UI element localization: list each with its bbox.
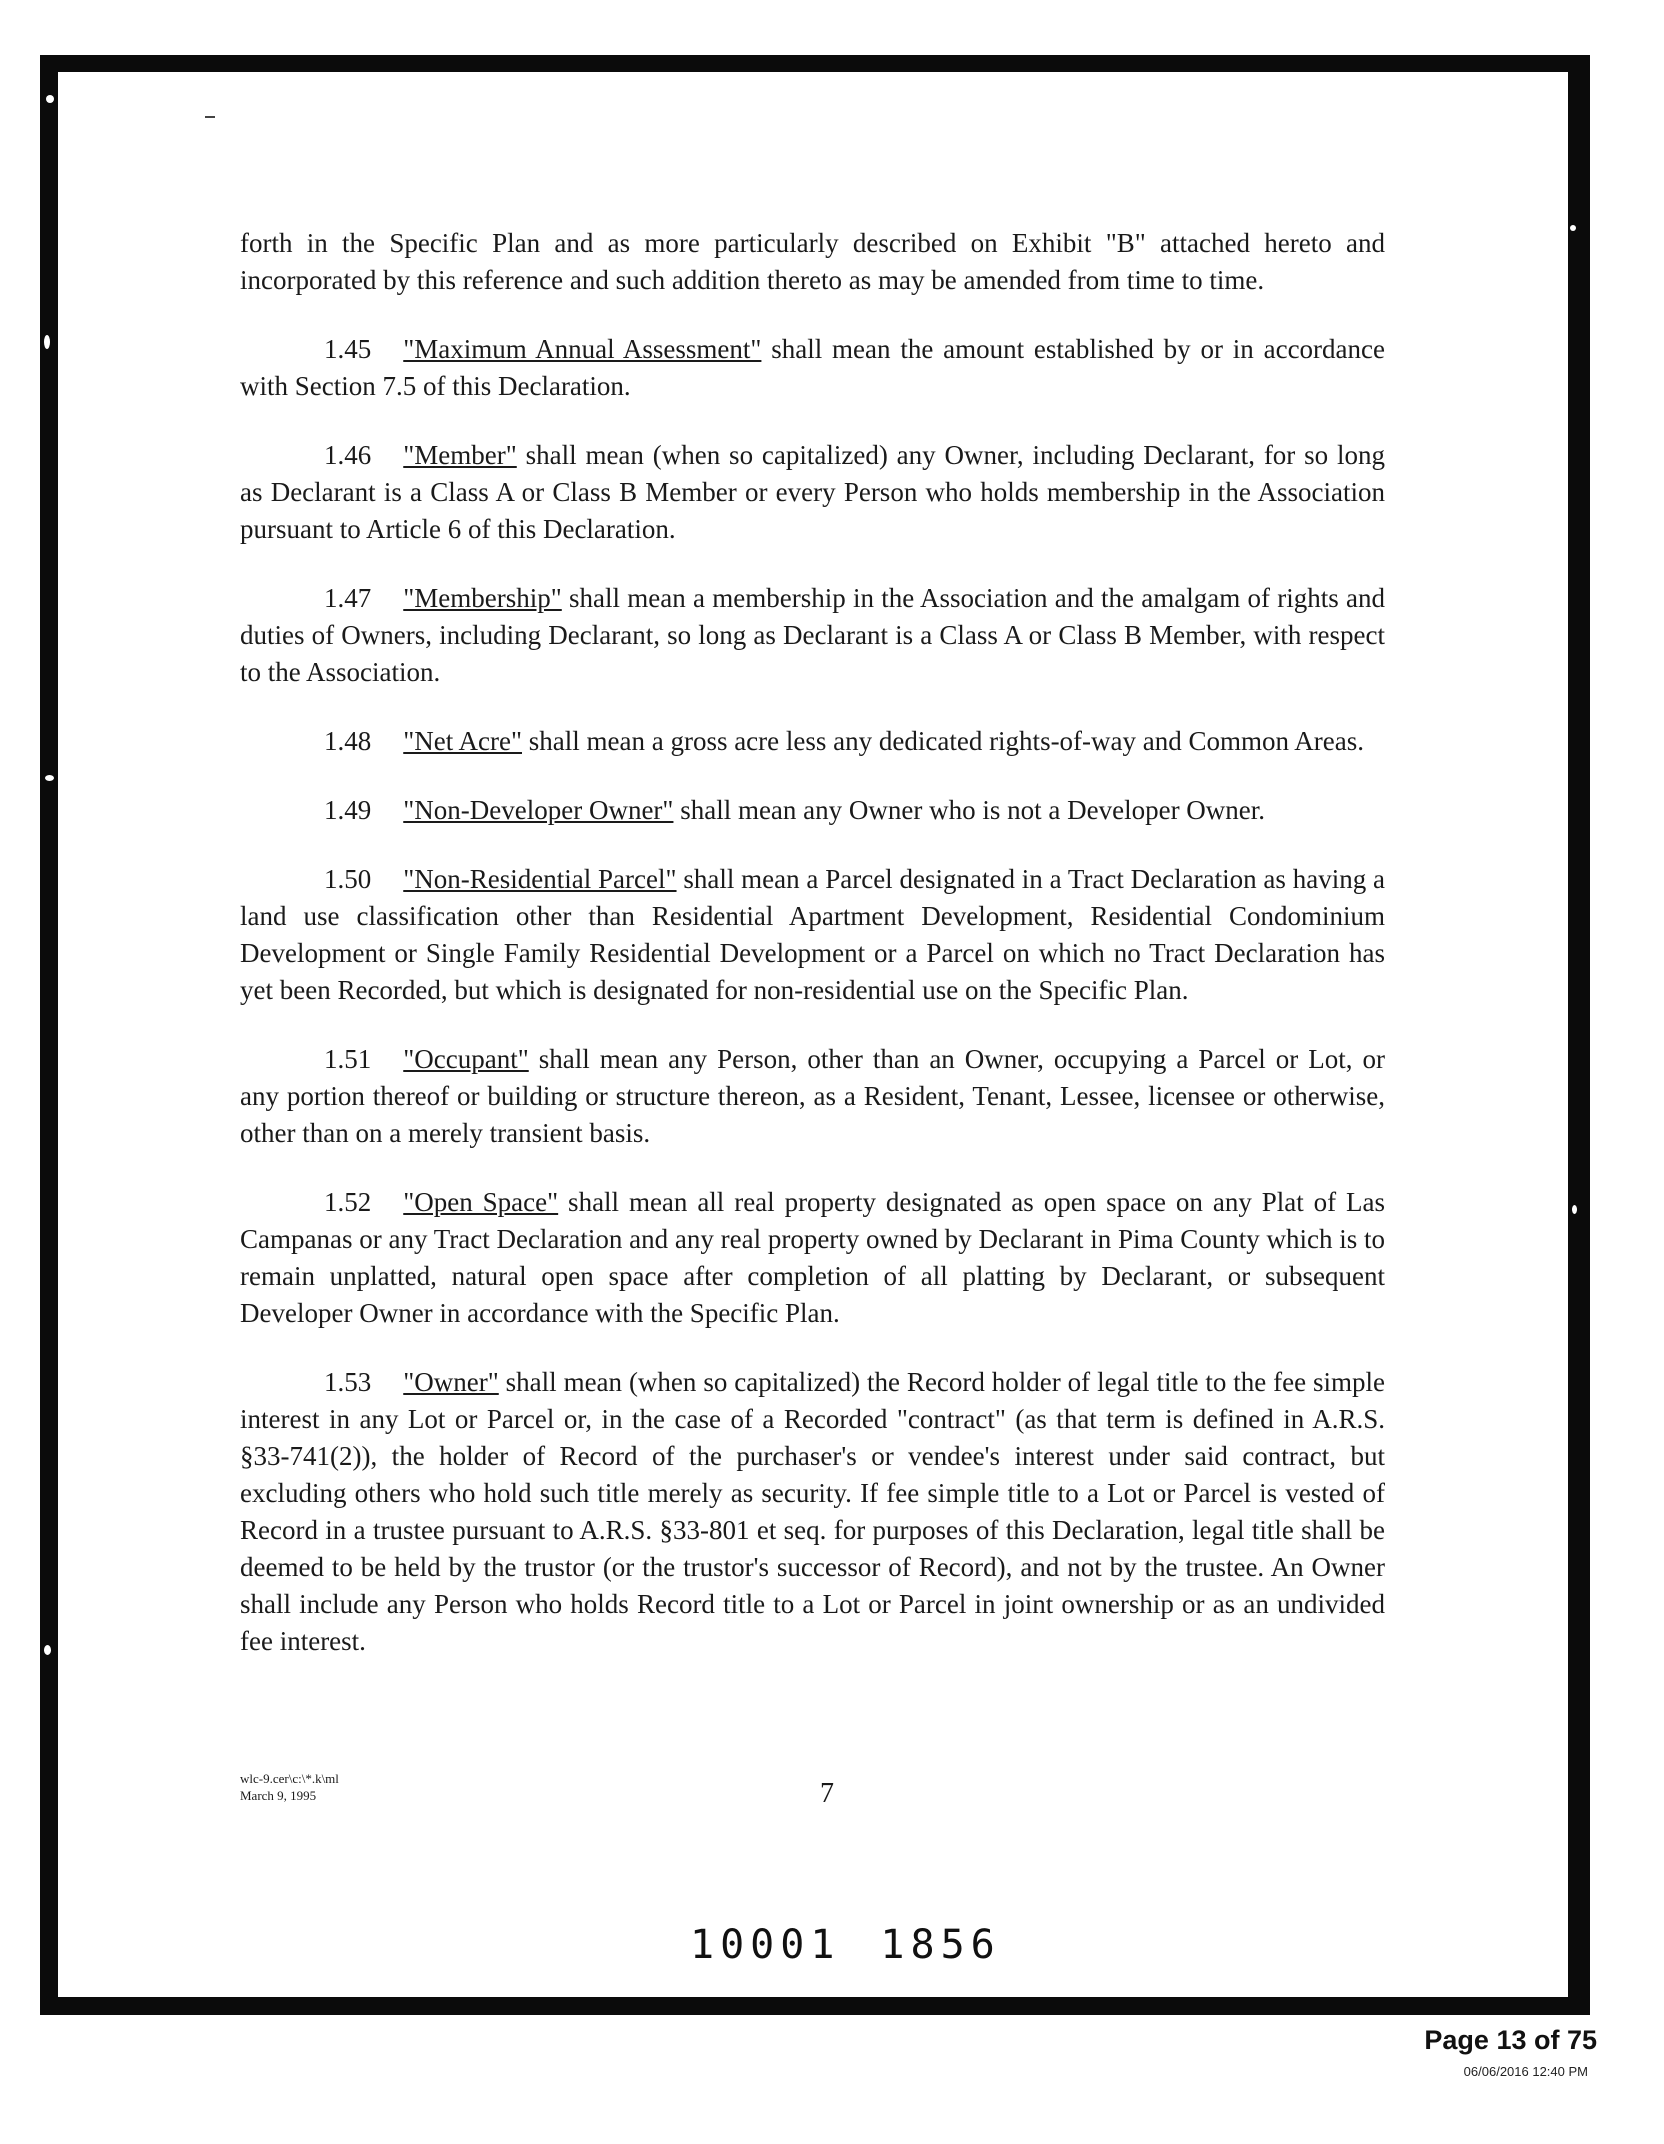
section-number: 1.53 [324,1367,372,1397]
paragraph-text: forth in the Specific Plan and as more particularly described on Exhibit "B" attached hereto and incorporated by this reference and such addition thereto as may be amended from time to time. [240,228,1385,295]
definition-text: shall mean (when so capitalized) the Record holder of legal title to the fee simple interest in any Lot or Parcel or, in the case of a Recorded "contract" (as that term is defined in A.R.S. §33-741(2)), the holder of Record of the purchaser's or vendee's interest under said contract, but excluding others who hold such title merely as security. If fee simple title to a Lot or Parcel is vested of Record in a trustee pursuant to A.R.S. §33-801 et seq. for purposes of this Declaration, legal title shall be deemed to be held by the trustor (or the trustor's successor of Record), and not by the trustee. An Owner shall include any Person who holds Record title to a Lot or Parcel in joint ownership or as an undivided fee interest. [240,1367,1385,1656]
definition-1-52 [240,1184,1385,1332]
definition-text: shall mean a Parcel designated in a Tract Declaration as having a land use classification other than Residential Apartment Development, Residential Condominium Development or Single Family Residential Development or a Parcel on which no Tract Declaration has yet been Recorded, but which is designated for non-residential use on the Specific Plan. [240,864,1385,1005]
page-number: 7 [820,1778,834,1809]
section-number: 1.51 [324,1044,372,1074]
print-timestamp: 06/06/2016 12:40 PM [1463,2064,1588,2079]
recording-stamp [690,1922,1041,1968]
section-number: 1.47 [324,583,372,613]
definition-text: shall mean all real property designated as open space on any Plat of Las Campanas or any Tract Declaration and any real property owned by Declarant in Pima County which is to remain unplatted, natural open space after completion of all platting by Declarant, or subsequent Developer Owner in accordance with the Specific Plan. [240,1187,1385,1328]
definition-1-51 [240,1041,1385,1152]
section-number: 1.49 [324,795,372,825]
document-date: March 9, 1995 [240,1788,317,1803]
scan-speck [44,1645,51,1655]
definition-text: shall mean a gross acre less any dedicated rights-of-way and Common Areas. [522,726,1364,756]
defined-term: "Occupant" [403,1044,529,1074]
definition-1-53 [240,1364,1385,1660]
paragraph-continuation [240,225,1385,299]
scan-mark [205,116,215,118]
definition-text: shall mean any Owner who is not a Developer Owner. [673,795,1266,825]
file-code: wlc-9.cer\c:\*.k\ml [240,1771,339,1786]
defined-term: "Open Space" [403,1187,559,1217]
definition-text: shall mean the amount established by or in accordance with Section 7.5 of this Declaration. [240,334,1386,401]
defined-term: "Maximum Annual Assessment" [403,334,762,364]
section-number: 1.52 [324,1187,372,1217]
section-number: 1.46 [324,440,372,470]
definition-1-45 [240,331,1385,405]
definition-1-48 [240,723,1385,760]
defined-term: "Non-Residential Parcel" [403,864,677,894]
scan-speck [1570,225,1576,231]
document-body [240,225,1385,1692]
page-indicator: Page 13 of 75 [1424,2025,1597,2055]
definition-1-50 [240,861,1385,1009]
scan-speck [46,95,54,103]
record-book: 10001 [690,1922,841,1968]
defined-term: "Member" [403,440,517,470]
defined-term: "Owner" [403,1367,499,1397]
definition-text: shall mean (when so capitalized) any Owner, including Declarant, for so long as Declarant is a Class A or Class B Member or every Person who holds membership in the Association pursuant to Article 6 of this Declaration. [240,440,1385,544]
defined-term: "Net Acre" [403,726,522,756]
defined-term: "Non-Developer Owner" [403,795,674,825]
defined-term: "Membership" [403,583,562,613]
section-number: 1.50 [324,864,372,894]
scan-speck [1572,1205,1577,1214]
definition-text: shall mean a membership in the Association and the amalgam of rights and duties of Owners, including Declarant, so long as Declarant is a Class A or Class B Member, with respect to the Association. [240,583,1385,687]
scan-speck [45,775,54,781]
definition-1-49 [240,792,1385,829]
definition-1-47 [240,580,1385,691]
record-page: 1856 [880,1922,1001,1968]
document-footer [240,1770,339,1804]
definition-text: shall mean any Person, other than an Owner, occupying a Parcel or Lot, or any portion thereof or building or structure thereon, as a Resident, Tenant, Lessee, licensee or otherwise, other than on a merely transient basis. [240,1044,1385,1148]
scan-speck [44,335,50,349]
section-number: 1.48 [324,726,372,756]
definition-1-46 [240,437,1385,548]
section-number: 1.45 [324,334,372,364]
